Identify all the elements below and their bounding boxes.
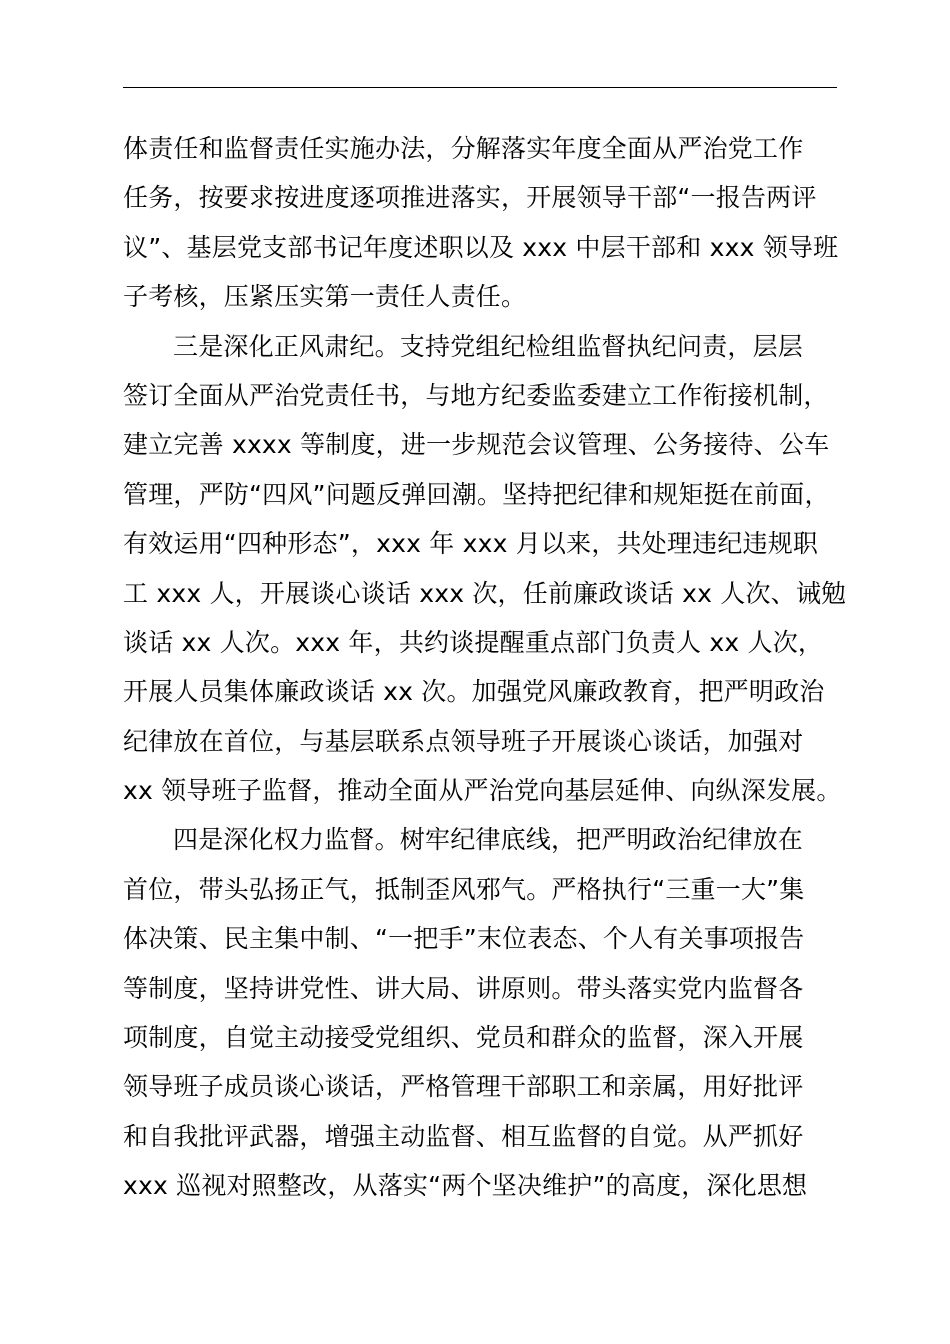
text-line: 子考核，压紧压实第一责任人责任。 <box>123 282 527 312</box>
header-rule <box>123 87 837 88</box>
text-line: 项制度，自觉主动接受党组织、党员和群众的监督，深入开展 <box>123 1023 804 1053</box>
text-line: 首位，带头弘扬正气，抵制歪风邪气。严格执行“三重一大”集 <box>123 874 805 904</box>
text-line: xxx 巡视对照整改，从落实“两个坚决维护”的高度，深化思想 <box>123 1171 808 1201</box>
text-line: 工 xxx 人，开展谈心谈话 xxx 次，任前廉政谈话 xx 人次、诫勉 <box>123 578 847 608</box>
text-line: 四是深化权力监督。树牢纪律底线，把严明政治纪律放在 <box>173 825 804 855</box>
text-line: 签订全面从严治党责任书，与地方纪委监委建立工作衔接机制， <box>123 380 829 410</box>
text-line: 有效运用“四种形态”，xxx 年 xxx 月以来，共处理违纪违规职 <box>123 529 819 559</box>
text-line: 三是深化正风肃纪。支持党组纪检组监督执纪问责，层层 <box>173 331 804 361</box>
text-line: 体决策、民主集中制、“一把手”末位表态、个人有关事项报告 <box>123 924 805 954</box>
text-line: 等制度，坚持讲党性、讲大局、讲原则。带头落实党内监督各 <box>123 973 804 1003</box>
text-line: 谈话 xx 人次。xxx 年，共约谈提醒重点部门负责人 xx 人次， <box>123 627 824 657</box>
text-line: 任务，按要求按进度逐项推进落实，开展领导干部“一报告两评 <box>123 183 817 213</box>
document-body <box>123 124 863 1211</box>
text-line: xx 领导班子监督，推动全面从严治党向基层延伸、向纵深发展。 <box>123 776 842 806</box>
text-line: 和自我批评武器，增强主动监督、相互监督的自觉。从严抓好 <box>123 1121 804 1151</box>
text-line: 领导班子成员谈心谈话，严格管理干部职工和亲属，用好批评 <box>123 1072 804 1102</box>
text-line: 建立完善 xxxx 等制度，进一步规范会议管理、公务接待、公车 <box>123 430 830 460</box>
text-line: 管理，严防“四风”问题反弹回潮。坚持把纪律和规矩挺在前面， <box>123 479 830 509</box>
text-line: 开展人员集体廉政谈话 xx 次。加强党风廉政教育，把严明政治 <box>123 677 825 707</box>
text-line: 议”、基层党支部书记年度述职以及 xxx 中层干部和 xxx 领导班 <box>123 232 839 262</box>
text-line: 体责任和监督责任实施办法，分解落实年度全面从严治党工作 <box>123 134 804 163</box>
text-line: 纪律放在首位，与基层联系点领导班子开展谈心谈话，加强对 <box>123 726 804 756</box>
